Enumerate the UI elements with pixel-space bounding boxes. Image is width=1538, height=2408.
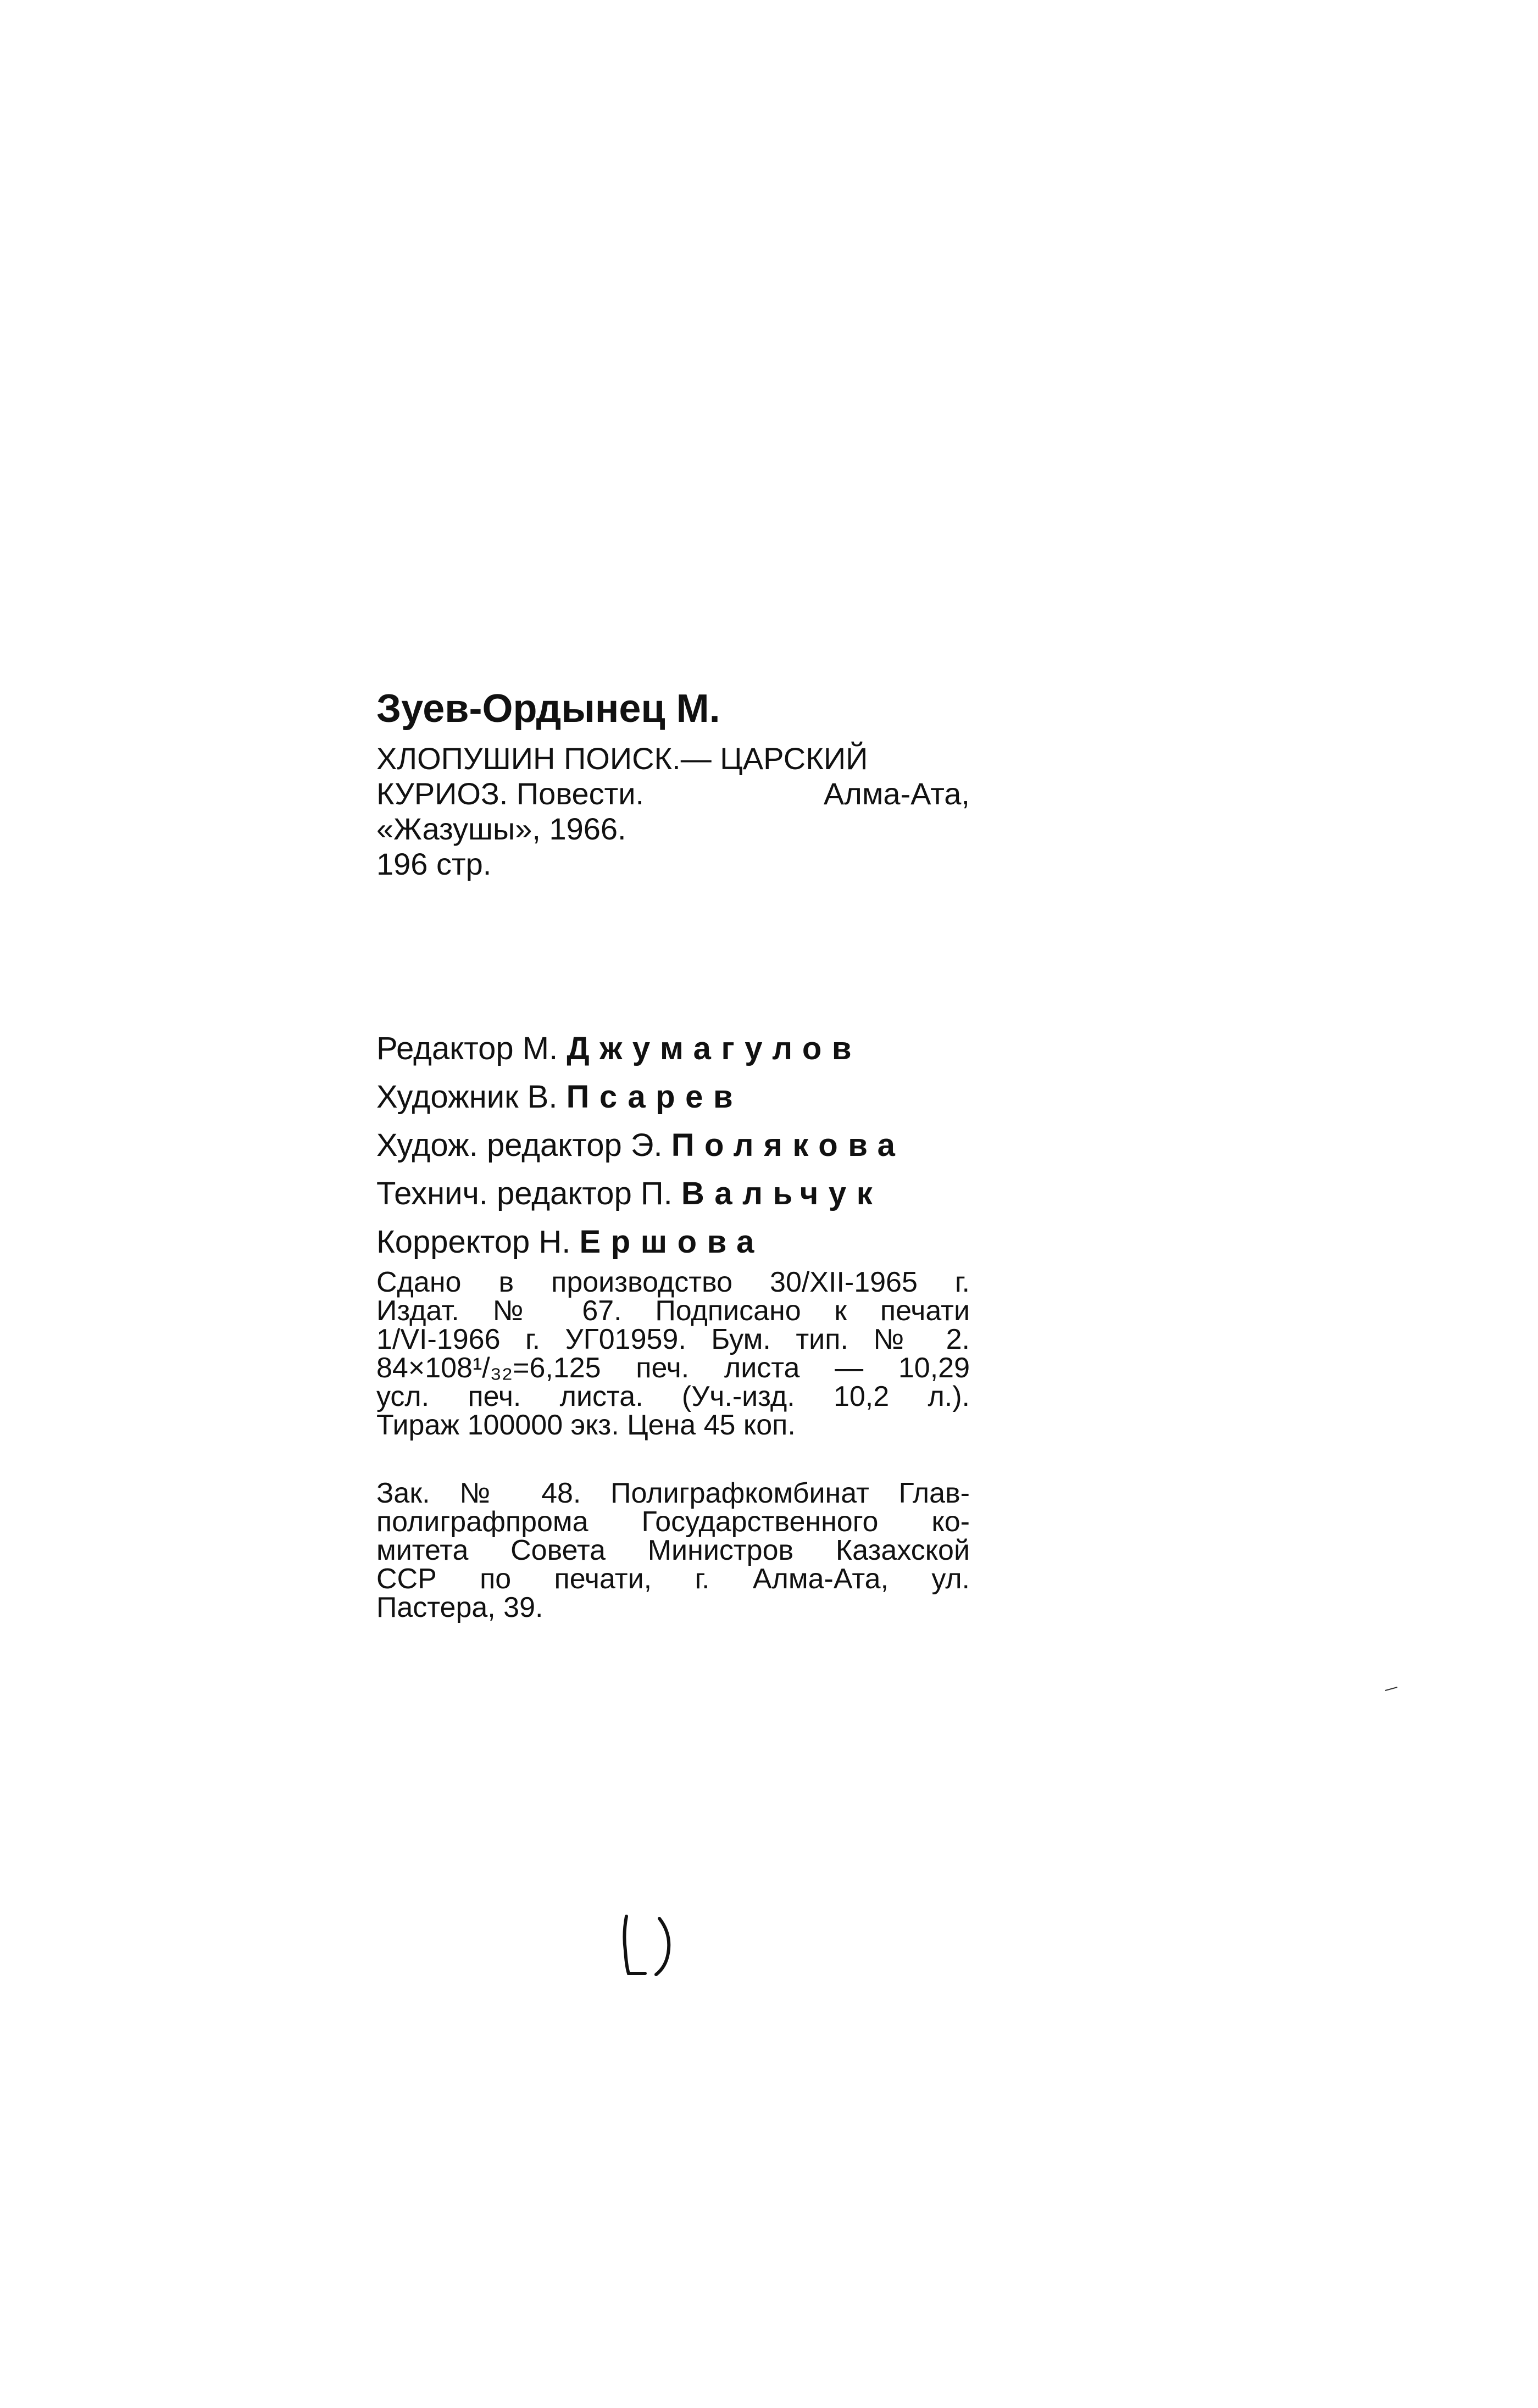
credit-person: Вальчук — [681, 1176, 883, 1211]
credit-person: Ершова — [579, 1224, 764, 1260]
imprint-line: 1/VI-1966 г. УГ01959. Бум. тип. № 2. — [376, 1323, 970, 1355]
credit-role: Художник В. — [376, 1079, 558, 1115]
credit-proofreader — [376, 1218, 970, 1266]
imprint-details — [376, 1268, 970, 1622]
credit-role: Технич. редактор П. — [376, 1176, 673, 1211]
credit-art-editor — [376, 1121, 970, 1170]
place-text: Алма-Ата, — [823, 776, 970, 811]
book-title: ХЛОПУШИН ПОИСК.— ЦАРСКИЙ — [376, 741, 868, 776]
credit-person: Джумагулов — [567, 1031, 862, 1066]
credit-person: Полякова — [671, 1127, 906, 1163]
imprint-line: Издат. № 67. Подписано к печати — [376, 1295, 970, 1327]
imprint-line: усл. печ. листа. (Уч.-изд. 10,2 л.). — [376, 1381, 970, 1412]
imprint-line: Тираж 100000 экз. Цена 45 коп. — [376, 1409, 796, 1441]
printer-line: митета Совета Министров Казахской — [376, 1534, 970, 1566]
credit-artist — [376, 1073, 970, 1121]
stray-mark — [1385, 1687, 1398, 1691]
printer-line: Пастера, 39. — [376, 1592, 543, 1623]
imprint-line: Сдано в производство 30/XII-1965 г. — [376, 1266, 970, 1298]
author-name: Зуев-Ордынец М. — [376, 687, 720, 731]
handwritten-mark-icon — [621, 1912, 673, 1978]
bibliographic-record — [376, 684, 970, 882]
credit-role: Редактор М. — [376, 1031, 558, 1066]
title-continuation — [376, 776, 970, 811]
credit-editor — [376, 1025, 970, 1073]
credit-person: Псарев — [566, 1079, 743, 1115]
printer-line: Зак. № 48. Полиграфкомбинат Глав- — [376, 1477, 970, 1509]
credit-role: Худож. редактор Э. — [376, 1127, 663, 1163]
credit-role: Корректор Н. — [376, 1224, 571, 1260]
section-gap — [376, 1439, 970, 1479]
printer-line: полиграфпрома Государственного ко- — [376, 1506, 970, 1538]
publisher-year: «Жазушы», 1966. — [376, 811, 626, 846]
credit-tech-editor — [376, 1170, 970, 1218]
page-count: 196 стр. — [376, 847, 492, 881]
printer-line: ССР по печати, г. Алма-Ата, ул. — [376, 1563, 970, 1595]
imprint-line: 84×108¹/₃₂=6,125 печ. листа — 10,29 — [376, 1352, 970, 1384]
genre-text: КУРИОЗ. Повести. — [376, 776, 645, 811]
credits-list — [376, 1025, 970, 1266]
